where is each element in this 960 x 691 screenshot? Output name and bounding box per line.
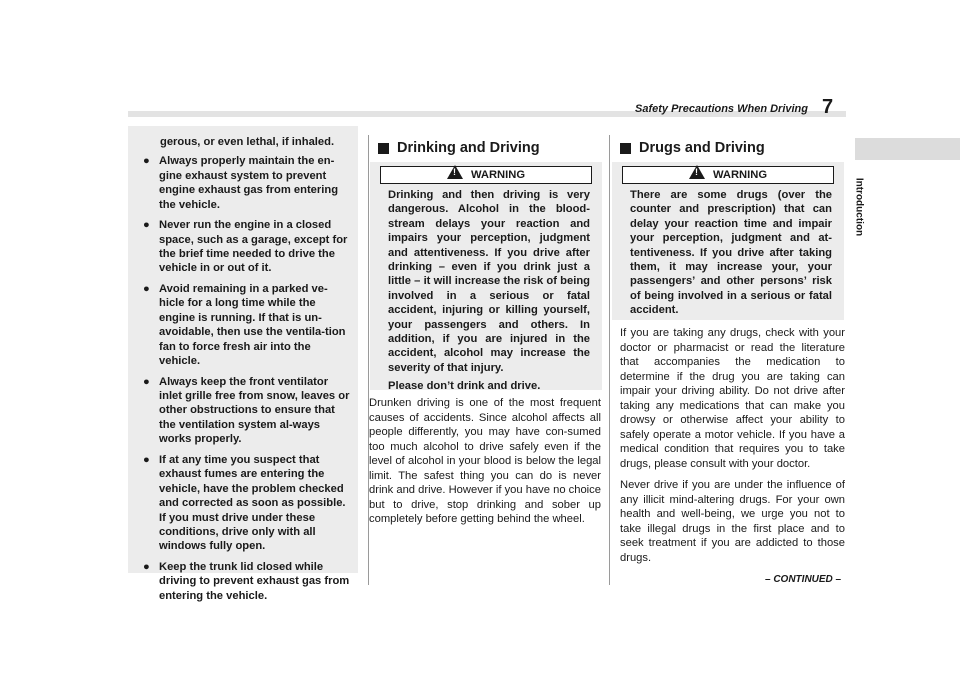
column-divider-right [609, 135, 610, 585]
side-tab [855, 138, 960, 160]
warning-label: WARNING [470, 169, 526, 181]
side-tab-label-text: Introduction [853, 177, 865, 237]
warning-label: WARNING [712, 169, 768, 181]
section-title-text: Drinking and Driving [397, 140, 540, 156]
bullet-icon: ● [143, 375, 150, 388]
warning-box-drugs [612, 162, 844, 320]
section-marker-icon [620, 143, 631, 154]
continued-paragraph: gerous, or even lethal, if inhaled. [160, 136, 335, 148]
body-paragraph: Drunken driving is one of the most frequent causes of accidents. Since alcohol affects all people differently, you may have con-sumed too much alcohol to drive safely even if the level of alcohol in your blood is below the legal limit. The safest thing you can do is never drink and drive. However if you have no choice but to drive, stop drinking and sober up completely before getting behind the wheel. [369, 397, 601, 525]
bullet-icon: ● [143, 453, 150, 466]
list-item [141, 453, 350, 554]
bullet-icon: ● [143, 155, 150, 168]
section-title-drinking [378, 140, 540, 156]
section-title-drugs [620, 140, 765, 156]
list-item [141, 154, 350, 212]
list-item-text: If at any time you suspect that exhaust fumes are entering the vehicle, have the problem checked and corrected as soon as possible. If you must drive under these conditions, drive only with all windows fully open. [159, 453, 346, 553]
bullet-icon: ● [143, 560, 150, 573]
warning-text [612, 188, 844, 318]
list-item-text: Always keep the front ventilator inlet grille free from snow, leaves or other obstructions to ensure that the ventilation system al-ways works properly. [159, 375, 350, 446]
section-title-text: Drugs and Driving [639, 140, 765, 156]
warning-box-drinking [370, 162, 602, 393]
list-item [141, 560, 350, 603]
body-paragraph: Never drive if you are under the influence of any illicit mind-altering drugs. For your own health and well-being, we urge you not to take illegal drugs in the first place and to seek treatment if you are addicted to those drugs. [620, 479, 845, 564]
body-paragraph: If you are taking any drugs, check with your doctor or pharmacist or read the literature that accompanies the medication to determine if the drug you are taking can impair your driving ability. Do not drive after taking any medications that can make you drowsy or otherwise affect your ability to safely operate a motor vehicle. If you have a medical condition that requires you to take drugs, please consult with your doctor. [620, 327, 845, 470]
bullet-icon: ● [143, 283, 150, 296]
section-marker-icon [378, 143, 389, 154]
list-item-text: Keep the trunk lid closed while driving to prevent exhaust gas from entering the vehicle. [159, 560, 350, 602]
warning-header [622, 166, 834, 184]
list-item [141, 375, 350, 447]
continued-footer: – CONTINUED – [765, 574, 842, 585]
warning-paragraph: Drinking and then driving is very dangerous. Alcohol in the blood-stream delays your reaction and impairs your perception, judgment and attentiveness. If you drive after drinking – even if you drink just a little – it will increase the risk of being involved in a serious or fatal accident, injuring or killing yourself, your passengers and others. In addition, if you are injured in the accident, alcohol may increase the severity of that injury. [388, 189, 590, 374]
list-item-text: Avoid remaining in a parked ve-hicle for a long time while the engine is running. If that is un-avoidable, then use the ventila-tion fan to force fresh air into the vehicle. [159, 283, 346, 368]
body-text-drinking [369, 396, 601, 534]
warning-paragraph: Please don’t drink and drive. [388, 380, 541, 393]
body-text-drugs [620, 326, 845, 572]
warning-text [370, 188, 602, 394]
left-column-box [128, 126, 358, 602]
list-item-text: Always properly maintain the en-gine exhaust system to prevent engine exhaust gas from entering the vehicle. [159, 155, 339, 211]
list-item [141, 282, 350, 368]
warning-header [380, 166, 592, 184]
page-number: 7 [822, 96, 834, 118]
warning-triangle-icon [447, 165, 463, 179]
list-item-text: Never run the engine in a closed space, such as a garage, except for the brief time needed to drive the vehicle in or out of it. [159, 219, 348, 275]
warning-triangle-icon [689, 165, 705, 179]
warning-paragraph: There are some drugs (over the counter and prescription) that can delay your reaction time and impair your perception, judgment and at-tentiveness. If you drive after taking them, it may increase your, your passengers’ and other persons’ risk of being involved in a serious or fatal accident. [630, 189, 832, 317]
side-tab-label [848, 165, 870, 249]
header-title: Safety Precautions When Driving [635, 103, 808, 115]
list-item [141, 218, 350, 276]
bullet-icon: ● [143, 219, 150, 232]
